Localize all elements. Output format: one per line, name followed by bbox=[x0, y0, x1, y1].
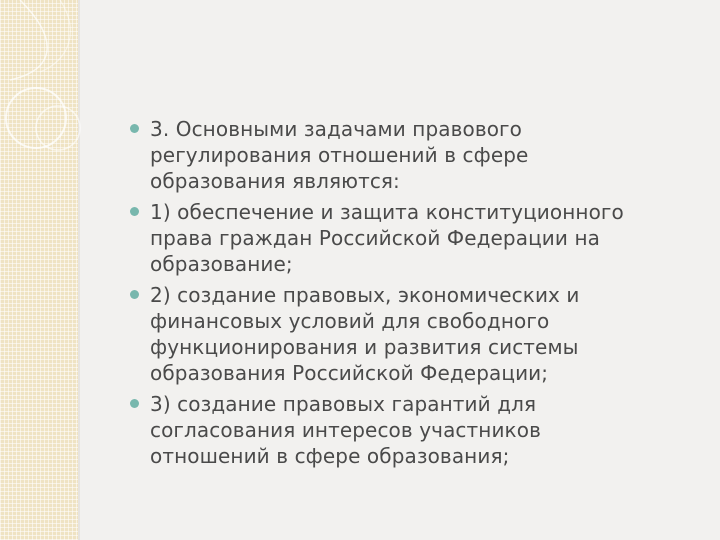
slide-content bbox=[128, 116, 648, 474]
panel-divider bbox=[78, 0, 80, 540]
bullet-list bbox=[128, 116, 648, 469]
bullet-item bbox=[128, 282, 648, 386]
bullet-item bbox=[128, 391, 648, 469]
bullet-dot-icon bbox=[130, 207, 139, 216]
decorative-side-panel bbox=[0, 0, 78, 540]
bullet-item bbox=[128, 116, 648, 194]
bullet-text: 3. Основными задачами правового регулирования отношений в сфере образования являются: bbox=[150, 117, 529, 193]
bullet-dot-icon bbox=[130, 399, 139, 408]
bullet-text: 3) создание правовых гарантий для согласования интересов участников отношений в сфере образования; bbox=[150, 392, 541, 468]
bullet-dot-icon bbox=[130, 290, 139, 299]
bullet-item bbox=[128, 199, 648, 277]
bullet-dot-icon bbox=[130, 124, 139, 133]
bullet-text: 1) обеспечение и защита конституционного права граждан Российской Федерации на образование; bbox=[150, 200, 624, 276]
bullet-text: 2) создание правовых, экономических и финансовых условий для свободного функционирования и развития системы образования Российской Федерации; bbox=[150, 283, 580, 385]
